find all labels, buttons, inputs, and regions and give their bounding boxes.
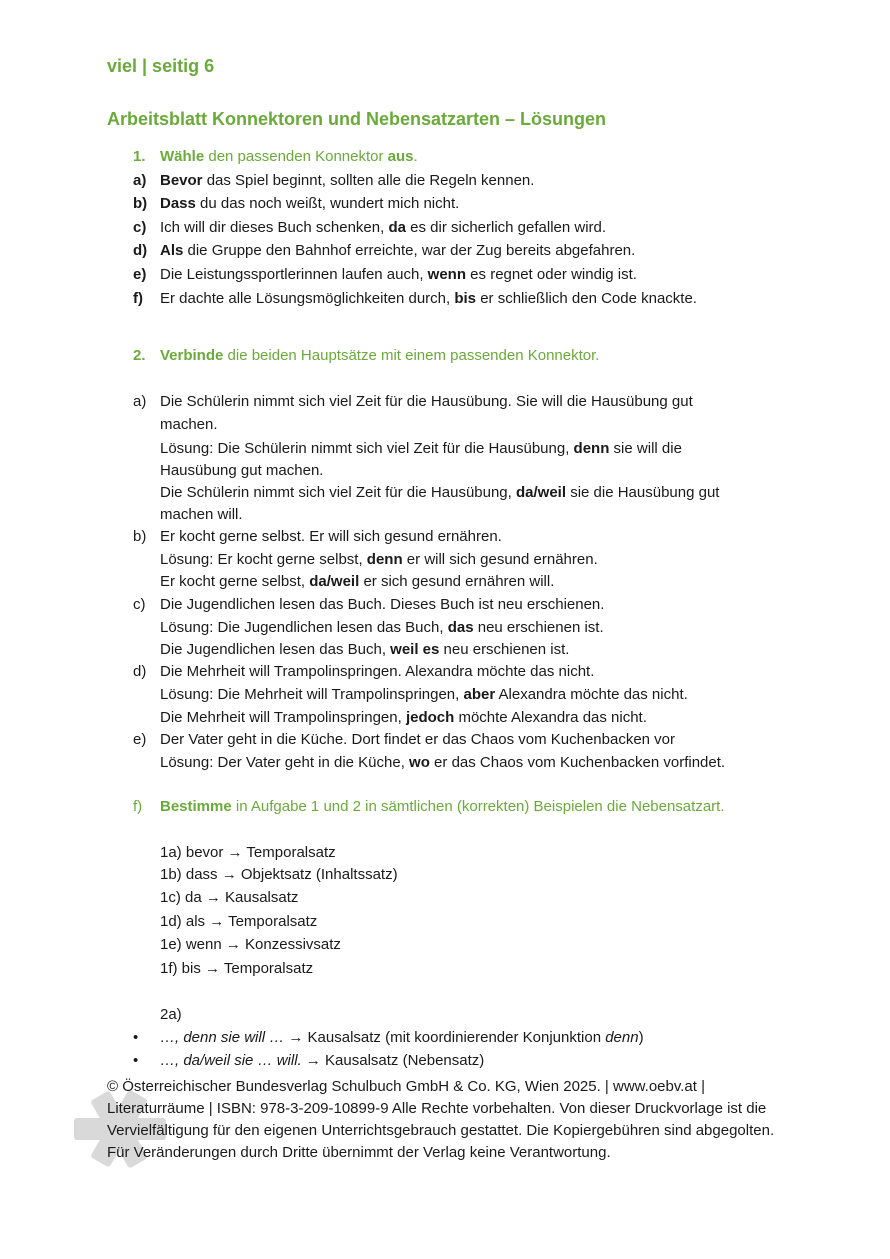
bullet-icon: • xyxy=(133,1052,139,1069)
bullet-icon: • xyxy=(133,1029,139,1046)
copyright-footer: © Österreichischer Bundesverlag Schulbuch GmbH & Co. KG, Wien 2025. | www.oebv.at | Literaturräume | ISBN: 978-3-209-10899-9 Alle Rechte vorbehalten. Von dieser Druckvorlage ist die Vervielfältigung für den eigenen Unterrichtsgebrauch gestattet. Die Kopiergebühren sind abgegolten. Für Veränderungen durch Dritte übernimmt der Verlag keine Verantwortung. xyxy=(107,1078,775,1161)
page-title: Arbeitsblatt Konnektoren und Nebensatzarten – Lösungen xyxy=(107,109,607,129)
task1-number: 1. xyxy=(133,148,146,165)
page-header: viel | seitig 6 xyxy=(107,56,215,76)
task2-number: 2. xyxy=(133,347,146,364)
